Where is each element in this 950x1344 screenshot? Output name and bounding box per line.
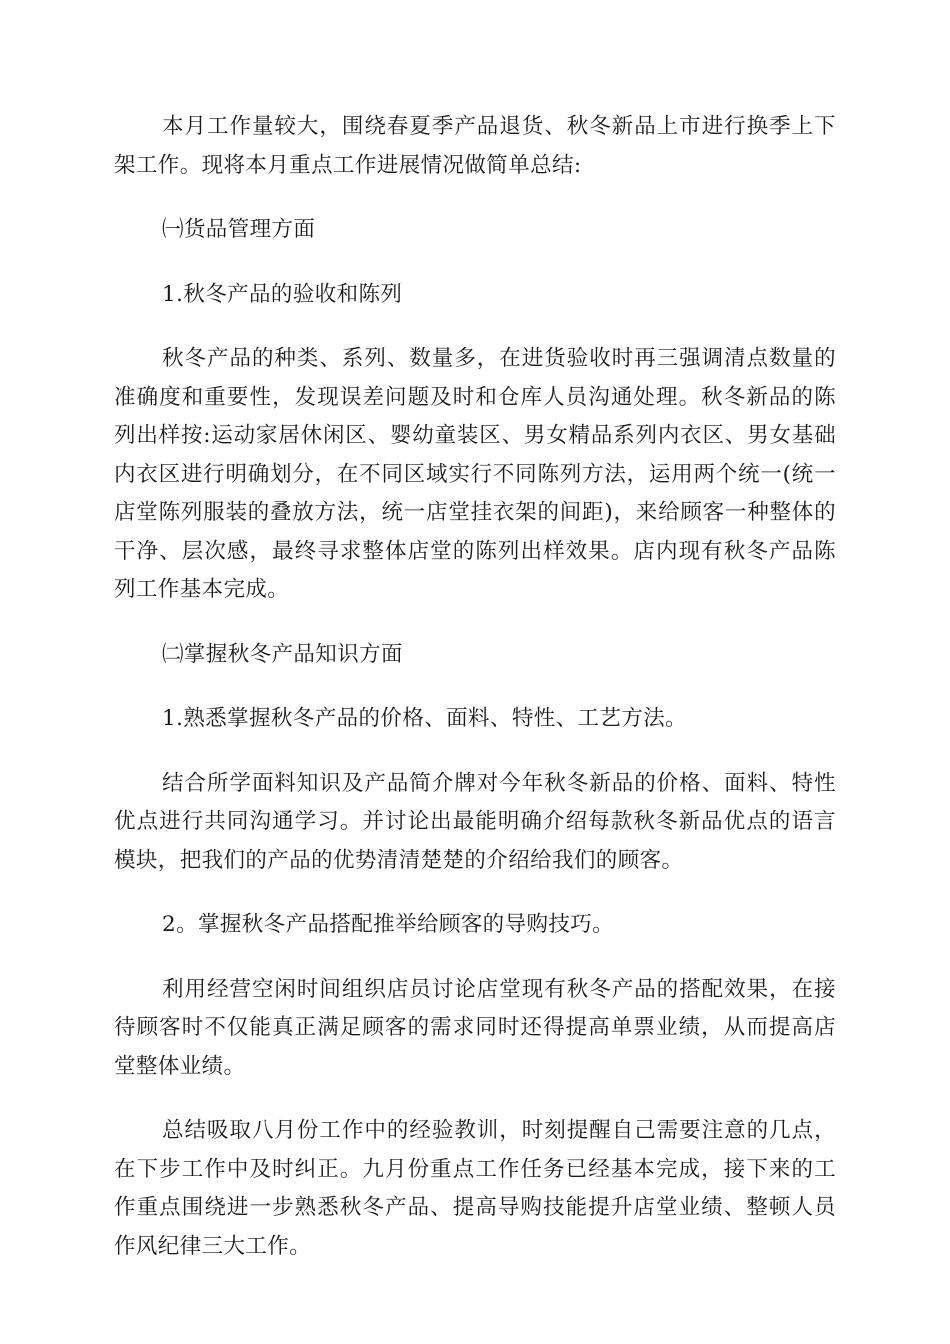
summary-paragraph: 总结吸取八月份工作中的经验教训，时刻提醒自己需要注意的几点，在下步工作中及时纠正。九月份重点工作任务已经基本完成，接下来的工作重点围绕进一步熟悉秋冬产品、提高导购技能提升店堂业绩、整顿人员作风纪律三大工作。 [114, 1118, 836, 1259]
document-body [114, 108, 836, 1266]
spacer [114, 945, 836, 971]
spacer [114, 185, 836, 211]
spacer [114, 739, 836, 765]
intro-paragraph: 本月工作量较大，围绕春夏季产品退货、秋冬新品上市进行换季上下架工作。现将本月重点工作进展情况做简单总结: [114, 114, 836, 178]
spacer [114, 610, 836, 636]
subheading-inspection-display: 1.秋冬产品的验收和陈列 [162, 281, 403, 307]
spacer [114, 250, 836, 276]
subheading-sales-skills: 2。掌握秋冬产品搭配推举给顾客的导购技巧。 [162, 912, 615, 937]
spacer [114, 880, 836, 906]
product-familiarity-paragraph: 结合所学面料知识及产品简介牌对今年秋冬新品的价格、面料、特性优点进行共同沟通学习。并讨论出最能明确介绍每款秋冬新品优点的语言模块，把我们的产品的优势清清楚楚的介绍给我们的顾客。 [114, 770, 836, 873]
spacer [114, 674, 836, 700]
spacer [114, 1086, 836, 1112]
sales-skills-paragraph: 利用经营空闲时间组织店员讨论店堂现有秋冬产品的搭配效果，在接待顾客时不仅能真正满足顾客的需求同时还得提高单票业绩，从而提高店堂整体业绩。 [114, 976, 836, 1079]
section-heading-goods-management: ㈠货品管理方面 [162, 217, 316, 242]
subheading-product-familiarity: 1.熟悉掌握秋冬产品的价格、面料、特性、工艺方法。 [162, 706, 688, 731]
inspection-display-paragraph: 秋冬产品的种类、系列、数量多，在进货验收时再三强调清点数量的准确度和重要性，发现误差问题及时和仓库人员沟通处理。秋冬新品的陈列出样按:运动家居休闲区、婴幼童装区、男女精品系列内衣区、男女基础内衣区进行明确划分，在不同区域实行不同陈列方法，运用两个统一(统一店堂陈列服装的叠放方法，统一店堂挂衣架的间距)，来给顾客一种整体的干净、层次感，最终寻求整体店堂的陈列出样效果。店内现有秋冬产品陈列工作基本完成。 [114, 346, 836, 602]
spacer [114, 314, 836, 340]
section-heading-product-knowledge: ㈡掌握秋冬产品知识方面 [162, 641, 403, 667]
